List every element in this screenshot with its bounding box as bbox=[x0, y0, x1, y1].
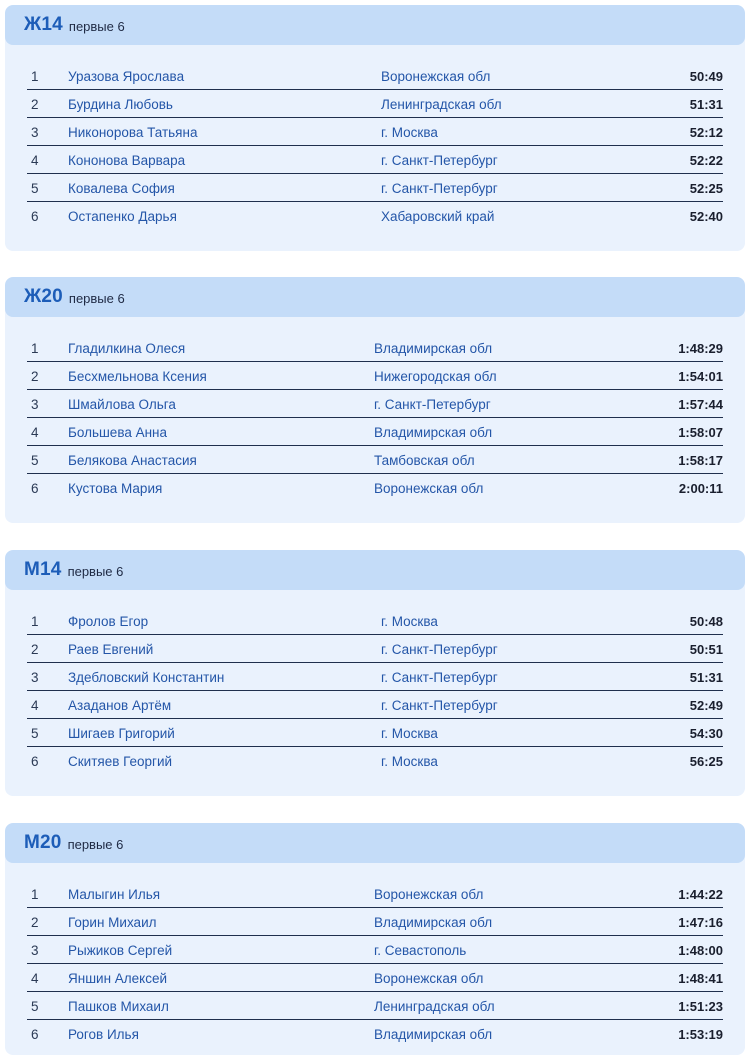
athlete-name[interactable]: Кустова Мария bbox=[68, 481, 163, 496]
time-cell: 50:48 bbox=[689, 614, 723, 629]
region-cell[interactable]: Воронежская обл bbox=[374, 887, 484, 902]
table-row bbox=[27, 691, 723, 719]
athlete-name[interactable]: Шигаев Григорий bbox=[68, 726, 175, 741]
athlete-name[interactable]: Бурдина Любовь bbox=[68, 97, 173, 112]
table-row bbox=[27, 446, 723, 474]
region-cell[interactable]: Владимирская обл bbox=[374, 341, 493, 356]
table-row bbox=[27, 146, 723, 174]
athlete-name[interactable]: Большева Анна bbox=[68, 425, 168, 440]
time-cell: 1:57:44 bbox=[678, 397, 723, 412]
table-row bbox=[27, 90, 723, 118]
region-cell[interactable]: г. Москва bbox=[381, 754, 438, 769]
region-cell[interactable]: Владимирская обл bbox=[374, 915, 493, 930]
time-cell: 54:30 bbox=[689, 726, 723, 741]
region-cell[interactable]: г. Москва bbox=[381, 614, 438, 629]
time-cell: 56:25 bbox=[689, 754, 723, 769]
athlete-name[interactable]: Малыгин Илья bbox=[68, 887, 161, 902]
time-cell: 1:48:41 bbox=[678, 971, 723, 986]
table-row bbox=[27, 390, 723, 418]
athlete-name[interactable]: Рыжиков Сергей bbox=[68, 943, 173, 958]
group-title: Ж14 bbox=[24, 14, 63, 35]
rank-cell: 1 bbox=[31, 614, 39, 629]
group-title: М20 bbox=[24, 832, 62, 853]
rank-cell: 6 bbox=[31, 1027, 39, 1042]
group-card-w20 bbox=[5, 277, 745, 523]
results-table bbox=[27, 334, 723, 502]
table-row bbox=[27, 964, 723, 992]
group-card-m14 bbox=[5, 550, 745, 796]
rank-cell: 2 bbox=[31, 369, 39, 384]
table-row bbox=[27, 362, 723, 390]
region-cell[interactable]: Воронежская обл bbox=[374, 481, 484, 496]
athlete-name[interactable]: Бесхмельнова Ксения bbox=[68, 369, 207, 384]
region-cell[interactable]: Тамбовская обл bbox=[374, 453, 475, 468]
time-cell: 1:47:16 bbox=[678, 915, 723, 930]
athlete-name[interactable]: Здебловский Константин bbox=[68, 670, 225, 685]
table-row bbox=[27, 174, 723, 202]
group-header bbox=[5, 5, 745, 45]
time-cell: 1:44:22 bbox=[678, 887, 723, 902]
rank-cell: 5 bbox=[31, 453, 39, 468]
time-cell: 1:53:19 bbox=[678, 1027, 723, 1042]
athlete-name[interactable]: Белякова Анастасия bbox=[68, 453, 197, 468]
athlete-name[interactable]: Скитяев Георгий bbox=[68, 754, 173, 769]
time-cell: 51:31 bbox=[689, 97, 723, 112]
group-header bbox=[5, 550, 745, 590]
athlete-name[interactable]: Уразова Ярослава bbox=[68, 69, 185, 84]
time-cell: 50:49 bbox=[689, 69, 723, 84]
rank-cell: 4 bbox=[31, 425, 39, 440]
rank-cell: 3 bbox=[31, 397, 39, 412]
region-cell[interactable]: г. Санкт-Петербург bbox=[381, 642, 498, 657]
rank-cell: 1 bbox=[31, 69, 39, 84]
athlete-name[interactable]: Фролов Егор bbox=[68, 614, 149, 629]
region-cell[interactable]: Ленинградская обл bbox=[374, 999, 495, 1014]
group-title: М14 bbox=[24, 559, 62, 580]
rank-cell: 3 bbox=[31, 943, 39, 958]
results-table bbox=[27, 607, 723, 775]
time-cell: 1:51:23 bbox=[678, 999, 723, 1014]
rank-cell: 3 bbox=[31, 125, 39, 140]
table-row bbox=[27, 663, 723, 691]
table-row bbox=[27, 1020, 723, 1048]
group-subtitle: первые 6 bbox=[67, 836, 124, 852]
table-row bbox=[27, 607, 723, 635]
table-row bbox=[27, 118, 723, 146]
rank-cell: 4 bbox=[31, 153, 39, 168]
region-cell[interactable]: г. Москва bbox=[381, 726, 438, 741]
athlete-name[interactable]: Гладилкина Олеся bbox=[68, 341, 186, 356]
time-cell: 51:31 bbox=[689, 670, 723, 685]
table-row bbox=[27, 936, 723, 964]
rank-cell: 2 bbox=[31, 915, 39, 930]
rank-cell: 5 bbox=[31, 726, 39, 741]
athlete-name[interactable]: Остапенко Дарья bbox=[68, 209, 177, 224]
rank-cell: 6 bbox=[31, 481, 39, 496]
time-cell: 52:12 bbox=[689, 125, 723, 140]
table-row bbox=[27, 202, 723, 230]
time-cell: 52:22 bbox=[689, 153, 723, 168]
region-cell[interactable]: Ленинградская обл bbox=[381, 97, 502, 112]
time-cell: 52:25 bbox=[689, 181, 723, 196]
region-cell[interactable]: г. Санкт-Петербург bbox=[381, 153, 498, 168]
athlete-name[interactable]: Яншин Алексей bbox=[68, 971, 168, 986]
athlete-name[interactable]: Шмайлова Ольга bbox=[68, 397, 176, 412]
athlete-name[interactable]: Пашков Михаил bbox=[68, 999, 169, 1014]
athlete-name[interactable]: Горин Михаил bbox=[68, 915, 157, 930]
time-cell: 52:49 bbox=[689, 698, 723, 713]
athlete-name[interactable]: Кононова Варвара bbox=[68, 153, 186, 168]
region-cell[interactable]: г. Санкт-Петербург bbox=[374, 397, 491, 412]
time-cell: 1:58:07 bbox=[678, 425, 723, 440]
table-row bbox=[27, 880, 723, 908]
group-header bbox=[5, 823, 745, 863]
group-card-w14 bbox=[5, 5, 745, 251]
rank-cell: 5 bbox=[31, 181, 39, 196]
region-cell[interactable]: Воронежская обл bbox=[381, 69, 491, 84]
group-subtitle: первые 6 bbox=[68, 18, 125, 34]
table-row bbox=[27, 418, 723, 446]
rank-cell: 1 bbox=[31, 887, 39, 902]
group-header bbox=[5, 277, 745, 317]
table-row bbox=[27, 908, 723, 936]
results-table bbox=[27, 62, 723, 230]
group-title: Ж20 bbox=[24, 286, 63, 307]
region-cell[interactable]: Владимирская обл bbox=[374, 1027, 493, 1042]
table-row bbox=[27, 747, 723, 775]
region-cell[interactable]: Владимирская обл bbox=[374, 425, 493, 440]
rank-cell: 5 bbox=[31, 999, 39, 1014]
table-row bbox=[27, 474, 723, 502]
athlete-name[interactable]: Раев Евгений bbox=[68, 642, 154, 657]
region-cell[interactable]: Хабаровский край bbox=[381, 209, 495, 224]
time-cell: 1:58:17 bbox=[678, 453, 723, 468]
rank-cell: 2 bbox=[31, 642, 39, 657]
time-cell: 2:00:11 bbox=[678, 481, 723, 496]
table-row bbox=[27, 334, 723, 362]
table-row bbox=[27, 635, 723, 663]
region-cell[interactable]: г. Санкт-Петербург bbox=[381, 181, 498, 196]
region-cell[interactable]: г. Санкт-Петербург bbox=[381, 670, 498, 685]
group-subtitle: первые 6 bbox=[68, 290, 125, 306]
table-row bbox=[27, 62, 723, 90]
time-cell: 52:40 bbox=[689, 209, 723, 224]
group-card-m20 bbox=[5, 823, 745, 1055]
time-cell: 1:54:01 bbox=[678, 369, 723, 384]
rank-cell: 1 bbox=[31, 341, 39, 356]
region-cell[interactable]: г. Севастополь bbox=[374, 943, 467, 958]
region-cell[interactable]: Воронежская обл bbox=[374, 971, 484, 986]
rank-cell: 4 bbox=[31, 971, 39, 986]
region-cell[interactable]: г. Санкт-Петербург bbox=[381, 698, 498, 713]
time-cell: 1:48:29 bbox=[678, 341, 723, 356]
region-cell[interactable]: г. Москва bbox=[381, 125, 438, 140]
athlete-name[interactable]: Ковалева София bbox=[68, 181, 175, 196]
table-row bbox=[27, 992, 723, 1020]
table-row bbox=[27, 719, 723, 747]
rank-cell: 3 bbox=[31, 670, 39, 685]
results-table bbox=[27, 880, 723, 1048]
rank-cell: 4 bbox=[31, 698, 39, 713]
rank-cell: 6 bbox=[31, 754, 39, 769]
time-cell: 50:51 bbox=[689, 642, 723, 657]
region-cell[interactable]: Нижегородская обл bbox=[374, 369, 497, 384]
rank-cell: 6 bbox=[31, 209, 39, 224]
athlete-name[interactable]: Никонорова Татьяна bbox=[68, 125, 198, 140]
rank-cell: 2 bbox=[31, 97, 39, 112]
group-subtitle: первые 6 bbox=[67, 563, 124, 579]
time-cell: 1:48:00 bbox=[678, 943, 723, 958]
athlete-name[interactable]: Рогов Илья bbox=[68, 1027, 139, 1042]
athlete-name[interactable]: Азаданов Артём bbox=[68, 698, 172, 713]
